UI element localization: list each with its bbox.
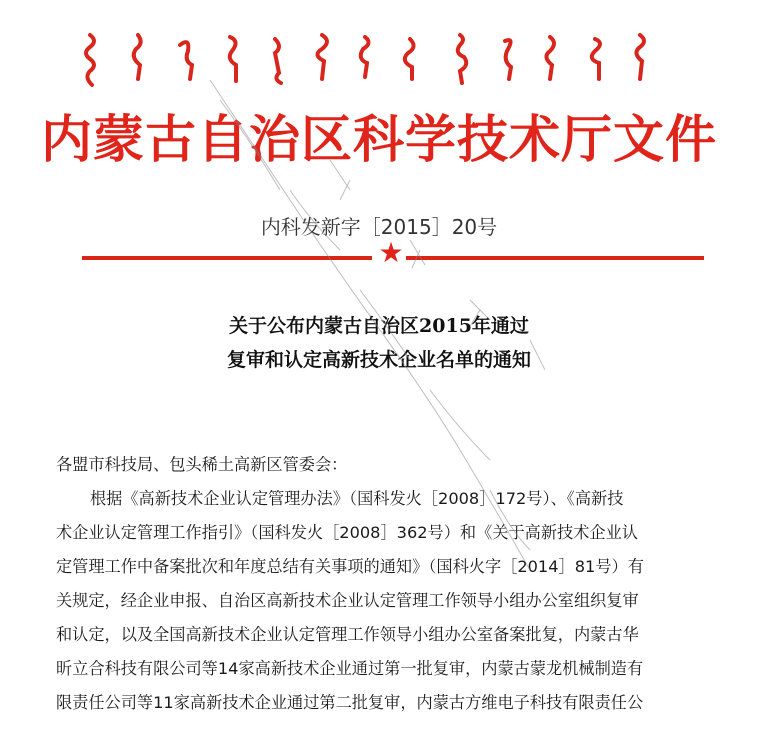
body-line-3: 定管理工作中备案批次和年度总结有关事项的通知》（国科火字［2014］81号）有 [56, 557, 644, 576]
body-line-7: 限责任公司等11家高新技术企业通过第二批复审，内蒙古方维电子科技有限责任公 [56, 693, 644, 712]
body-line-1: 根据《高新技术企业认定管理办法》（国科发火［2008］172号）、《高新技 [90, 489, 624, 508]
body-line-6: 昕立合科技有限公司等14家高新技术企业通过第一批复审，内蒙古蒙龙机械制造有 [56, 659, 644, 678]
red-rule-left [82, 256, 372, 260]
notice-title-line-2: 复审和认定高新技术企业名单的通知 [226, 349, 531, 371]
salutation: 各盟市科技局、包头稀土高新区管委会： [56, 455, 348, 474]
mongolian-script-header [60, 25, 700, 95]
body-line-5: 和认定，以及全国高新技术企业认定管理工作领导小组办公室备案批复，内蒙古华 [56, 625, 639, 644]
body-line-2: 术企业认定管理工作指引》（国科发火［2008］362号）和《关于高新技术企业认 [56, 523, 638, 542]
document-header-title: 内蒙古自治区科学技术厅文件 [40, 110, 717, 170]
document-number: 内科发新字［2015］20号 [260, 215, 498, 239]
red-rule-right [406, 256, 704, 260]
red-star-icon: ★ [378, 236, 404, 269]
notice-title-line-1: 关于公布内蒙古自治区2015年通过 [229, 315, 529, 337]
body-line-4: 关规定，经企业申报、自治区高新技术企业认定管理工作领导小组办公室组织复审 [56, 591, 639, 610]
